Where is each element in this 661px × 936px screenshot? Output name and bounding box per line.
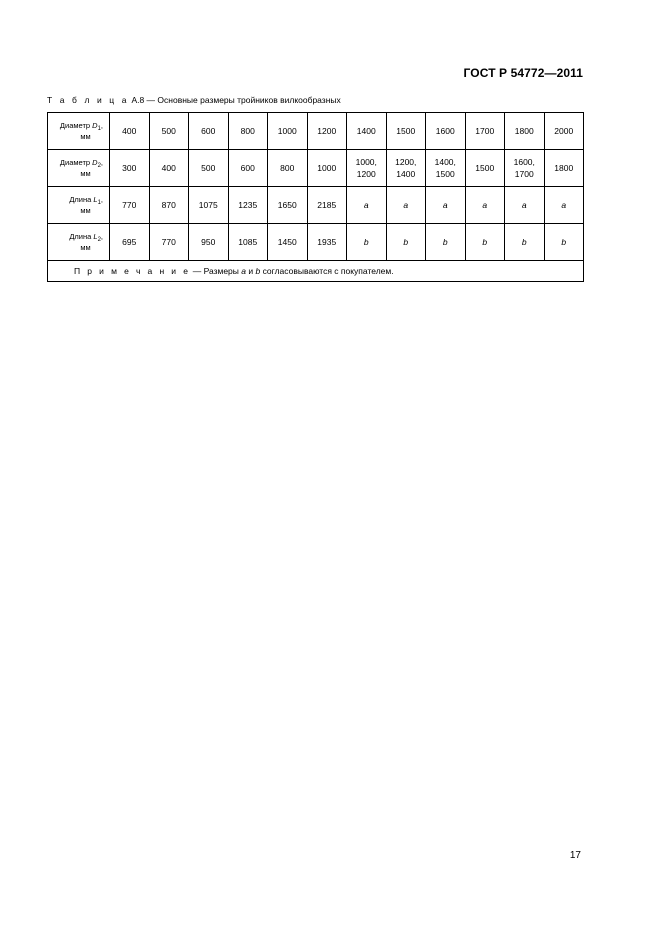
table-cell: 770 xyxy=(149,224,189,261)
table-cell: 1085 xyxy=(228,224,268,261)
table-row xyxy=(48,150,584,187)
row-header-name: Диаметр xyxy=(59,121,93,130)
row-header-symbol: L xyxy=(93,195,98,204)
table-cell: b xyxy=(505,224,545,261)
table-cell: 1235 xyxy=(228,187,268,224)
table-cell: b xyxy=(386,224,426,261)
row-header-name: Длина xyxy=(69,232,94,241)
table-cell: 500 xyxy=(189,150,229,187)
table-cell: 1700 xyxy=(465,113,505,150)
table-cell: 1500 xyxy=(386,113,426,150)
table-cell: 1450 xyxy=(268,224,308,261)
table-cell: 600 xyxy=(228,150,268,187)
table-cell: 1075 xyxy=(189,187,229,224)
table-caption-text: А.8 — Основные размеры тройников вилкообразных xyxy=(131,95,341,105)
table-cell: 1000 xyxy=(268,113,308,150)
table-cell: 1000 xyxy=(307,150,347,187)
table-cell: b xyxy=(465,224,505,261)
table-cell: 1400 xyxy=(347,113,387,150)
table-cell: 1200, 1400 xyxy=(386,150,426,187)
table-cell: 800 xyxy=(268,150,308,187)
table-cell: 2000 xyxy=(544,113,584,150)
row-header-symbol: D xyxy=(92,158,98,167)
dimensions-table xyxy=(47,112,584,282)
table-cell: b xyxy=(426,224,466,261)
row-header: Длина $L_2$, мм xyxy=(48,224,110,261)
row-header-symbol: L xyxy=(93,232,98,241)
table-cell: 770 xyxy=(110,187,150,224)
table-cell: a xyxy=(505,187,545,224)
row-header-units: мм xyxy=(80,169,91,178)
table-cell: 695 xyxy=(110,224,150,261)
table-cell: 500 xyxy=(149,113,189,150)
table-cell: 2185 xyxy=(307,187,347,224)
row-header-name: Диаметр xyxy=(59,158,93,167)
table-caption-label: Т а б л и ц а xyxy=(47,95,130,105)
row-header-symbol: D xyxy=(92,121,98,130)
row-header: Диаметр $D_2$, мм xyxy=(48,150,110,187)
table-row xyxy=(48,224,584,261)
table-cell: 870 xyxy=(149,187,189,224)
document-id: ГОСТ Р 54772—2011 xyxy=(463,66,583,80)
table-note-var-b: b xyxy=(255,266,261,276)
table-cell: 400 xyxy=(110,113,150,150)
row-header-units: мм xyxy=(80,132,91,141)
table-cell: 1650 xyxy=(268,187,308,224)
table-cell: 950 xyxy=(189,224,229,261)
table-note-rest: согласовываются с покупателем. xyxy=(260,266,394,276)
table-cell: a xyxy=(347,187,387,224)
row-header-units: мм xyxy=(80,206,91,215)
table-cell: 400 xyxy=(149,150,189,187)
table-cell: b xyxy=(347,224,387,261)
table-row xyxy=(48,187,584,224)
table-cell: a xyxy=(386,187,426,224)
table-cell: 1600, 1700 xyxy=(505,150,545,187)
row-header-subscript: 2 xyxy=(97,237,101,243)
table-note-var-a: a xyxy=(241,266,246,276)
table-caption xyxy=(47,95,341,105)
table-row xyxy=(48,113,584,150)
table-cell: 1800 xyxy=(544,150,584,187)
table-cell: a xyxy=(426,187,466,224)
row-header-subscript: 2 xyxy=(97,163,101,169)
row-header-subscript: 1 xyxy=(97,126,101,132)
table-cell: 600 xyxy=(189,113,229,150)
table-cell: a xyxy=(465,187,505,224)
table-cell: 1600 xyxy=(426,113,466,150)
table-cell: b xyxy=(544,224,584,261)
table-note-row xyxy=(48,261,584,282)
table-cell: 1500 xyxy=(465,150,505,187)
table-cell: 1400, 1500 xyxy=(426,150,466,187)
table-note-dash: — Размеры xyxy=(190,266,242,276)
table-cell: 1935 xyxy=(307,224,347,261)
table-cell: a xyxy=(544,187,584,224)
table-cell: 1800 xyxy=(505,113,545,150)
table-cell: 300 xyxy=(110,150,150,187)
row-header: Диаметр $D_1$, мм xyxy=(48,113,110,150)
table-cell: 1000, 1200 xyxy=(347,150,387,187)
row-header-name: Длина xyxy=(69,195,94,204)
table-cell: 800 xyxy=(228,113,268,150)
table-note-label: П р и м е ч а н и е xyxy=(74,266,191,276)
table-cell: 1200 xyxy=(307,113,347,150)
table-note-conj: и xyxy=(246,266,256,276)
dimensions-table-body xyxy=(48,113,584,261)
table-note xyxy=(48,261,584,282)
page-number: 17 xyxy=(569,850,581,861)
row-header-subscript: 1 xyxy=(97,200,101,206)
row-header-units: мм xyxy=(80,243,91,252)
row-header: Длина $L_1$, мм xyxy=(48,187,110,224)
